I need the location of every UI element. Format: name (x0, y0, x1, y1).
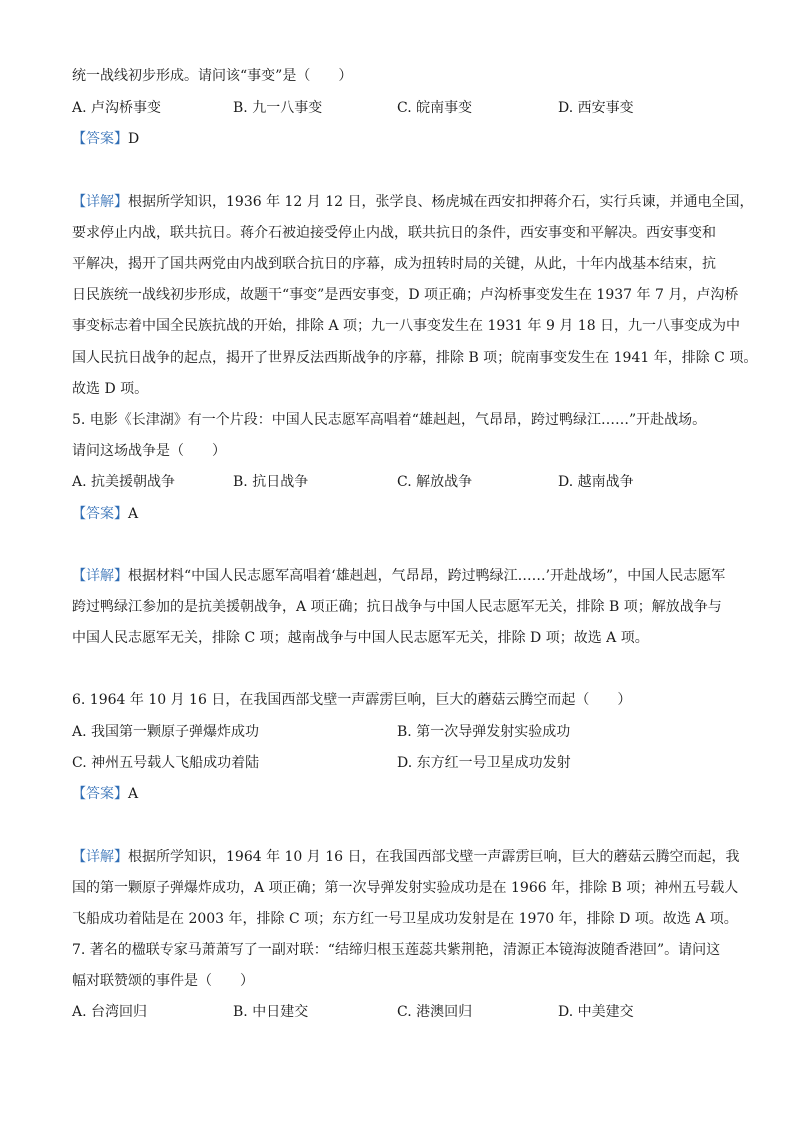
q6-option-c: C. 神州五号载人飞船成功着陆 (72, 755, 260, 771)
detail-text: 根据所学知识，1964 年 10 月 16 日，在我国西部戈壁一声霹雳巨响，巨大的蘑菇云腾空而起，我 (128, 849, 740, 865)
q7-option-d: D. 中美建交 (558, 1004, 634, 1020)
q6-option-d: D. 东方红一号卫星成功发射 (397, 755, 571, 771)
q4-detail-line-4: 日民族统一战线初步形成，故题干“事变”是西安事变，D 项正确；卢沟桥事变发生在 1937 年 7 月，卢沟桥 (72, 287, 739, 303)
q5-answer (72, 504, 138, 524)
q4-detail-line-6: 国人民抗日战争的起点，揭开了世界反法西斯战争的序幕，排除 B 项；皖南事变发生在 1941 年，排除 C 项。 (72, 350, 758, 366)
detail-text: 根据所学知识，1936 年 12 月 12 日，张学良、杨虎城在西安扣押蒋介石，实行兵谏，并通电全国， (128, 194, 754, 210)
detail-text: 根据材料“中国人民志愿军高唱着‘雄赳赳，气昂昂，跨过鸭绿江……’开赴战场”，中国人民志愿军 (128, 568, 726, 584)
q6-answer (72, 784, 138, 804)
q4-option-d: D. 西安事变 (558, 100, 634, 116)
answer-tag: 【答案】 (72, 506, 128, 522)
answer-value: A (128, 506, 139, 522)
q4-detail-line-2: 要求停止内战，联共抗日。蒋介石被迫接受停止内战，联共抗日的条件，西安事变和平解决。西安事变和 (72, 225, 716, 241)
q6-detail-line-2: 国的第一颗原子弹爆炸成功，A 项正确；第一次导弹发射实验成功是在 1966 年，排除 B 项；神州五号载人 (72, 880, 739, 896)
q5-option-d: D. 越南战争 (558, 474, 634, 490)
q5-detail-line-2: 跨过鸭绿江参加的是抗美援朝战争，A 项正确；抗日战争与中国人民志愿军无关，排除 B 项；解放战争与 (72, 599, 722, 615)
answer-value: D (128, 131, 140, 147)
q5-option-a: A. 抗美援朝战争 (72, 474, 176, 490)
q5-option-b: B. 抗日战争 (233, 474, 309, 490)
q4-detail-line-7: 故选 D 项。 (72, 381, 149, 397)
q7-option-a: A. 台湾回归 (72, 1004, 148, 1020)
q6-detail-line-3: 飞船成功着陆是在 2003 年，排除 C 项；东方红一号卫星成功发射是在 1970 年，排除 D 项。故选 A 项。 (72, 911, 738, 927)
q4-option-c: C. 皖南事变 (397, 100, 473, 116)
answer-tag: 【答案】 (72, 786, 128, 802)
q6-stem: 6. 1964 年 10 月 16 日，在我国西部戈壁一声霹雳巨响，巨大的蘑菇云腾空而起（ ） (72, 692, 632, 708)
q4-detail-line-3: 平解决，揭开了国共两党由内战到联合抗日的序幕，成为扭转时局的关键，从此，十年内战基本结束，抗 (72, 256, 716, 272)
q4-stem-tail: 统一战线初步形成。请问该“事变”是（ ） (72, 68, 353, 84)
q7-stem-line-2: 幅对联赞颂的事件是（ ） (72, 973, 254, 989)
detail-tag: 【详解】 (72, 194, 128, 210)
q5-detail-line-1 (72, 566, 725, 586)
q5-stem-line-1: 5. 电影《长津湖》有一个片段：中国人民志愿军高唱着“雄赳赳，气昂昂，跨过鸭绿江……”开赴战场。 (72, 412, 707, 428)
q4-detail-line-5: 事变标志着中国全民族抗战的开始，排除 A 项；九一八事变发生在 1931 年 9 月 18 日，九一八事变成为中 (72, 318, 741, 334)
q6-detail-line-1 (72, 847, 740, 867)
q5-detail-line-3: 中国人民志愿军无关，排除 C 项；越南战争与中国人民志愿军无关，排除 D 项；故选 A 项。 (72, 630, 649, 646)
q4-option-a: A. 卢沟桥事变 (72, 100, 162, 116)
answer-tag: 【答案】 (72, 131, 128, 147)
q7-stem-line-1: 7. 著名的楹联专家马萧萧写了一副对联：“结缔归根玉莲蕊共紫荆艳，清源正本镜海波随香港回”。请问这 (72, 942, 721, 958)
q7-option-c: C. 港澳回归 (397, 1004, 473, 1020)
q4-detail-line-1 (72, 192, 754, 212)
detail-tag: 【详解】 (72, 849, 128, 865)
q6-option-a: A. 我国第一颗原子弹爆炸成功 (72, 724, 260, 740)
q5-option-c: C. 解放战争 (397, 474, 473, 490)
answer-value: A (128, 786, 139, 802)
q4-option-b: B. 九一八事变 (233, 100, 323, 116)
q7-option-b: B. 中日建交 (233, 1004, 309, 1020)
q6-option-b: B. 第一次导弹发射实验成功 (397, 724, 571, 740)
q4-answer (72, 129, 139, 149)
detail-tag: 【详解】 (72, 568, 128, 584)
q5-stem-line-2: 请问这场战争是（ ） (72, 443, 226, 459)
